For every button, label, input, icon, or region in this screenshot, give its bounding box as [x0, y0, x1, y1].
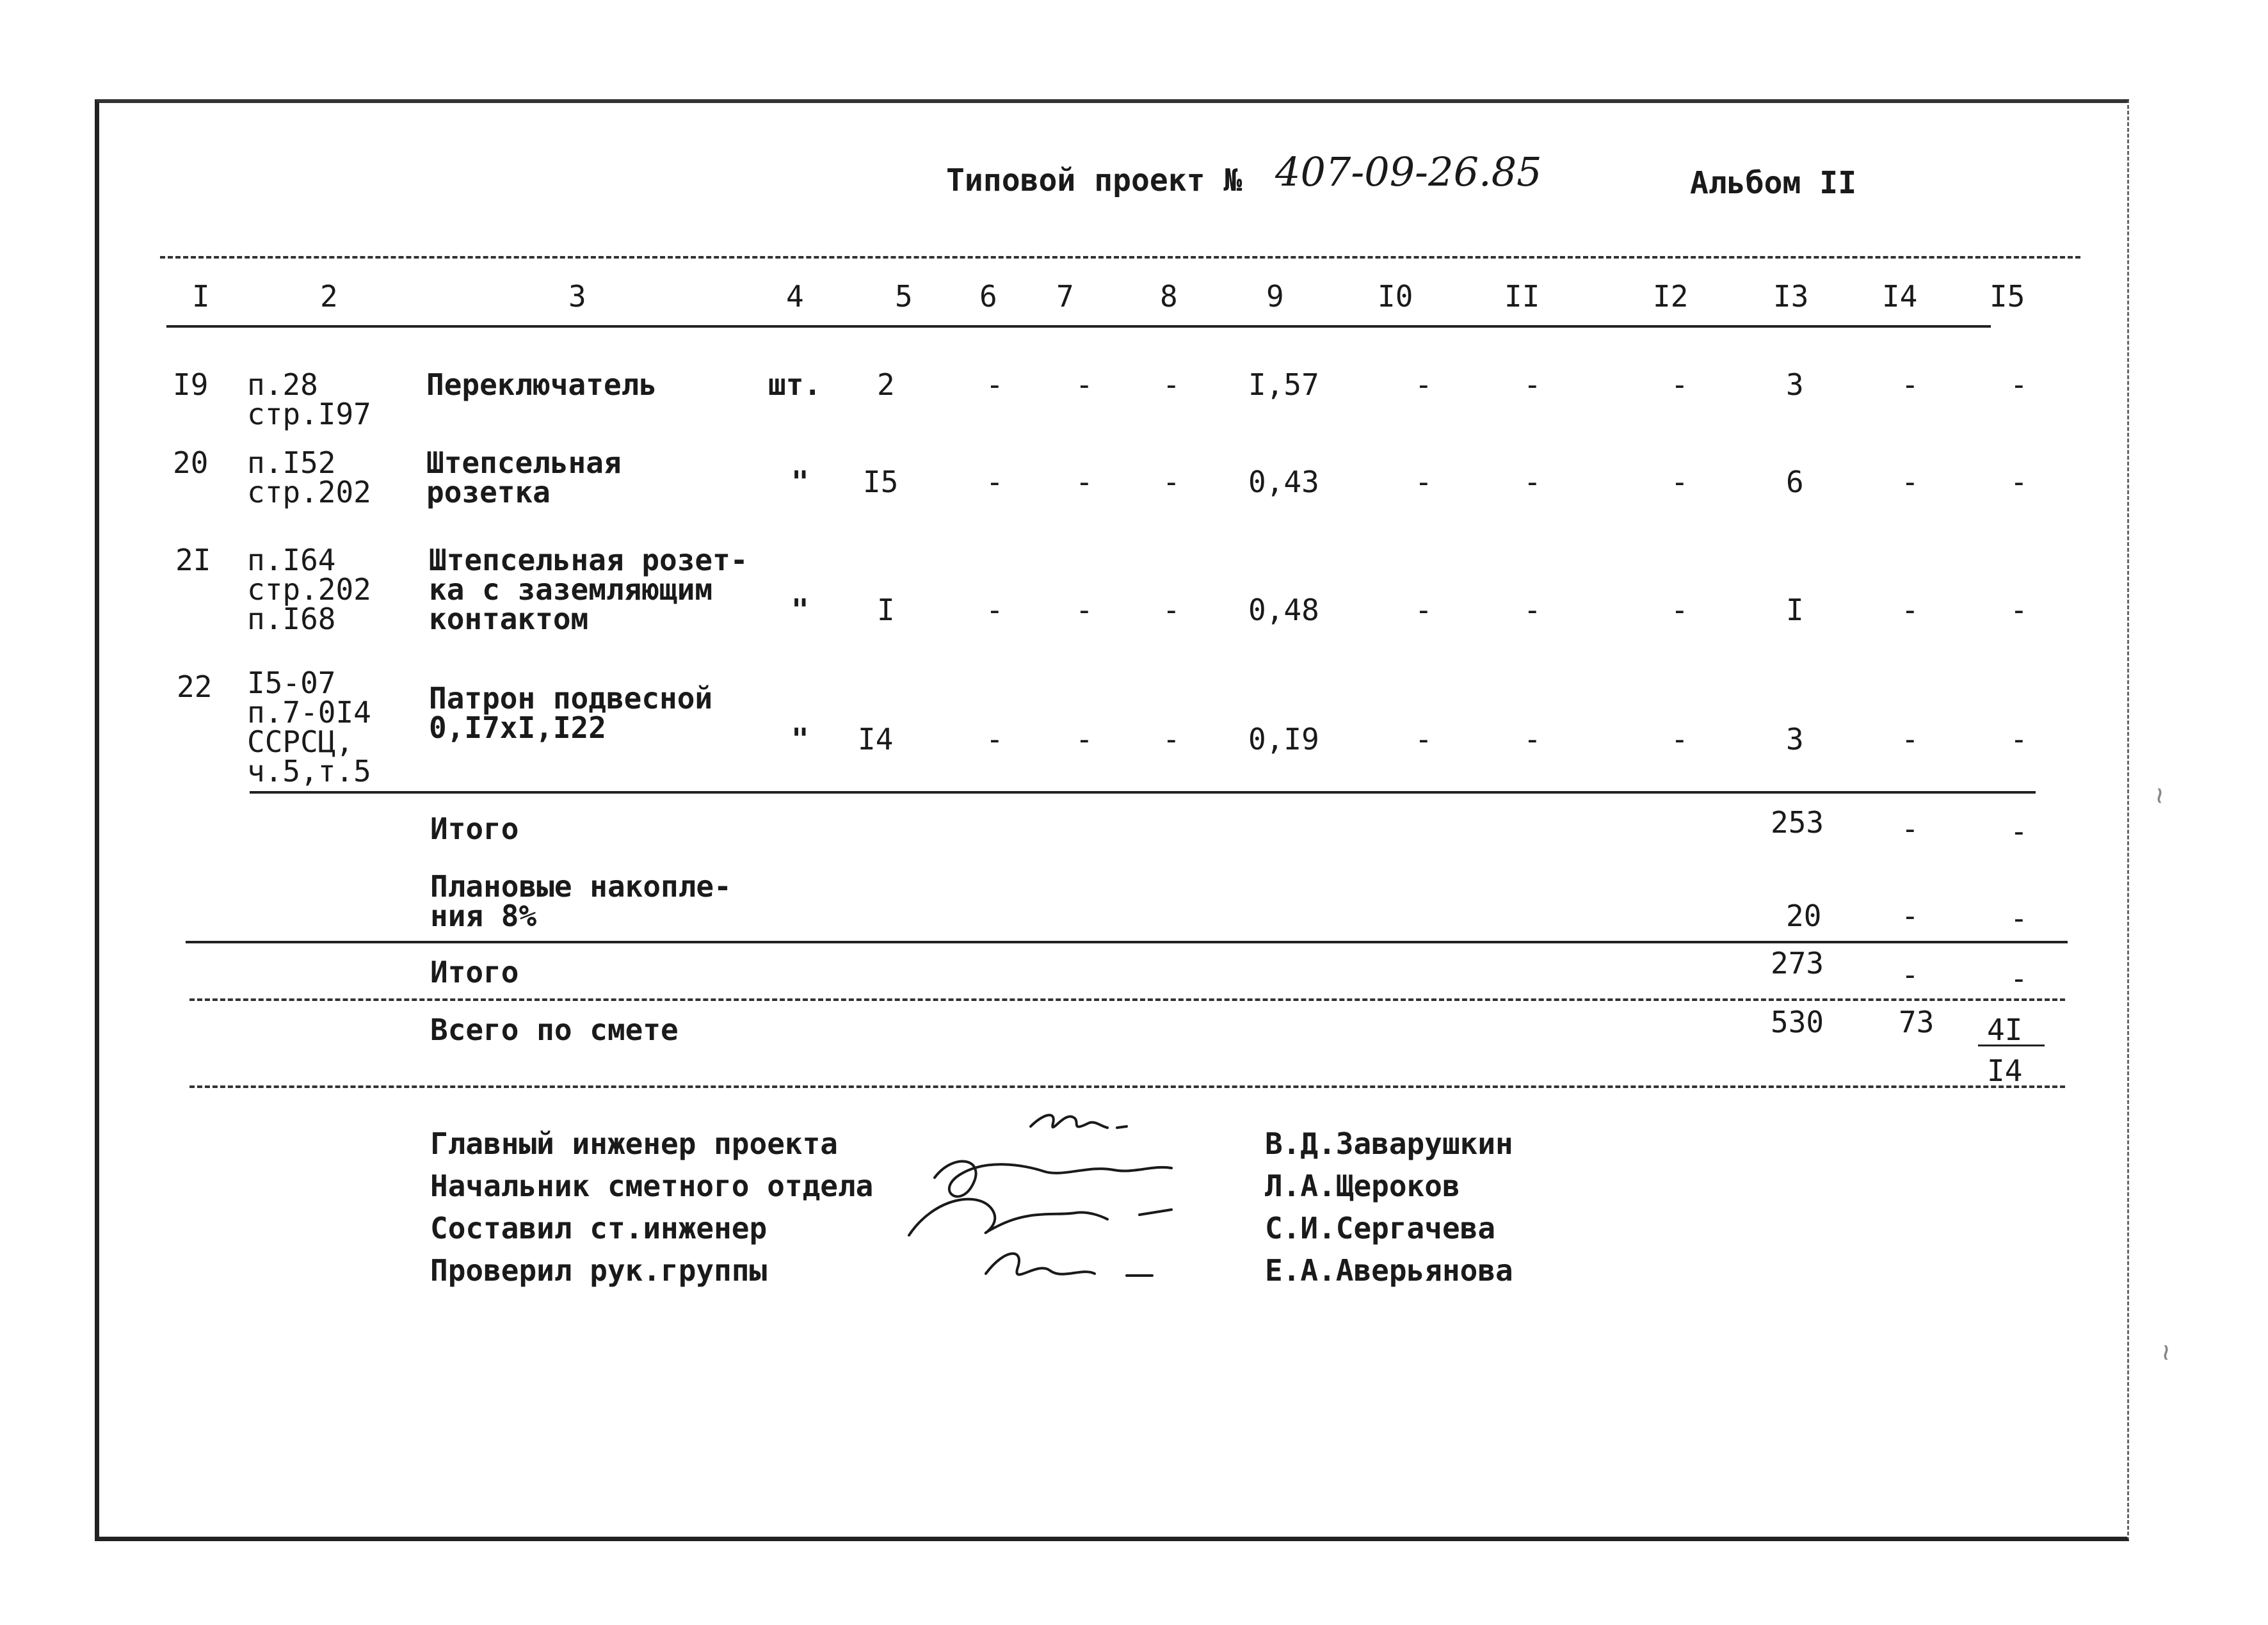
grand-total-c15-bottom: I4 — [1987, 1053, 2023, 1088]
row-c11: - — [1524, 722, 1541, 756]
header-top-rule — [160, 256, 2080, 259]
signatory-role: Составил ст.инженер — [430, 1211, 768, 1245]
row-c11: - — [1524, 465, 1541, 499]
total-label: Итого — [430, 955, 519, 989]
row-number: 22 — [177, 669, 213, 704]
row-c10: - — [1415, 465, 1433, 499]
col-header-10: I0 — [1378, 279, 1413, 314]
row-qty: I4 — [858, 722, 894, 756]
col-header-1: I — [192, 279, 210, 314]
row-c9: 0,I9 — [1248, 722, 1319, 756]
row-c15: - — [2010, 465, 2028, 499]
row-c7: - — [1075, 593, 1093, 627]
subtotal-rule — [186, 941, 2068, 943]
total-c13: 253 — [1771, 805, 1824, 840]
row-c7: - — [1075, 722, 1093, 756]
row-c14: - — [1901, 465, 1919, 499]
row-c6: - — [986, 593, 1004, 627]
row-c13: 3 — [1786, 367, 1804, 402]
rows-end-rule — [250, 791, 2036, 794]
col-header-11: II — [1504, 279, 1540, 314]
total-c15: - — [2010, 901, 2028, 936]
row-c13: 3 — [1786, 722, 1804, 756]
row-name: Штепсельная розет- ка с заземляющим контактом — [429, 543, 748, 636]
row-c8: - — [1162, 593, 1180, 627]
row-c10: - — [1415, 722, 1433, 756]
handwritten-signatures-icon — [896, 1088, 1229, 1306]
total-c13: 20 — [1786, 899, 1822, 933]
col-header-9: 9 — [1266, 279, 1284, 314]
row-reference: п.I52 стр.202 — [247, 445, 371, 509]
col-header-13: I3 — [1773, 279, 1809, 314]
total-c14: - — [1901, 812, 1919, 846]
grand-total-label: Всего по смете — [430, 1013, 679, 1047]
row-c13: I — [1786, 593, 1804, 627]
total-c13: 273 — [1771, 946, 1824, 981]
row-c13: 6 — [1786, 465, 1804, 499]
row-c12: - — [1671, 465, 1689, 499]
row-number: 2I — [175, 543, 211, 577]
row-c15: - — [2010, 367, 2028, 402]
row-qty: I — [877, 593, 895, 627]
row-c12: - — [1671, 367, 1689, 402]
col-header-15: I5 — [1990, 279, 2025, 314]
col-header-2: 2 — [320, 279, 338, 314]
row-reference: п.I64 стр.202 п.I68 — [247, 543, 371, 636]
album-label: Альбом II — [1690, 165, 1857, 201]
col-header-8: 8 — [1160, 279, 1178, 314]
row-c7: - — [1075, 367, 1093, 402]
row-c9: I,57 — [1248, 367, 1319, 402]
row-qty: 2 — [877, 367, 895, 402]
row-c10: - — [1415, 593, 1433, 627]
row-c9: 0,43 — [1248, 465, 1319, 499]
grand-total-c15-top: 4I — [1987, 1013, 2023, 1047]
signatory-name: С.И.Сергачева — [1265, 1211, 1496, 1245]
col-header-6: 6 — [979, 279, 997, 314]
row-reference: п.28 стр.I97 — [247, 367, 371, 431]
margin-mark-icon: ~ — [2144, 787, 2176, 804]
signatory-role: Проверил рук.группы — [430, 1253, 768, 1288]
row-c10: - — [1415, 367, 1433, 402]
margin-mark-icon: ~ — [2150, 1344, 2183, 1361]
row-c14: - — [1901, 593, 1919, 627]
signatory-name: В.Д.Заварушкин — [1265, 1126, 1513, 1161]
signatory-role: Главный инженер проекта — [430, 1126, 838, 1161]
row-c6: - — [986, 367, 1004, 402]
signatory-role: Начальник сметного отдела — [430, 1169, 874, 1203]
row-reference: I5-07 п.7-0I4 ССРСЦ, ч.5,т.5 — [247, 666, 371, 788]
col-header-5: 5 — [895, 279, 913, 314]
row-number: I9 — [173, 367, 209, 402]
signatory-name: Л.А.Щероков — [1265, 1169, 1460, 1203]
total-c15: - — [2010, 814, 2028, 849]
row-c6: - — [986, 465, 1004, 499]
row-c15: - — [2010, 722, 2028, 756]
row-c14: - — [1901, 367, 1919, 402]
row-c11: - — [1524, 367, 1541, 402]
row-unit: " — [791, 465, 809, 499]
fraction-bar — [1978, 1045, 2045, 1046]
total-c14: - — [1901, 899, 1919, 933]
row-c8: - — [1162, 465, 1180, 499]
col-header-12: I2 — [1653, 279, 1689, 314]
signatory-name: Е.А.Аверьянова — [1265, 1253, 1513, 1288]
project-label: Типовой проект № — [946, 163, 1243, 198]
row-c8: - — [1162, 722, 1180, 756]
row-c15: - — [2010, 593, 2028, 627]
row-c7: - — [1075, 465, 1093, 499]
row-number: 20 — [173, 445, 209, 480]
row-unit: " — [791, 593, 809, 627]
header-bottom-rule — [166, 325, 1991, 328]
total-c14: - — [1901, 957, 1919, 992]
project-number: 407-09-26.85 — [1275, 148, 1542, 195]
row-c12: - — [1671, 722, 1689, 756]
row-c14: - — [1901, 722, 1919, 756]
col-header-14: I4 — [1882, 279, 1918, 314]
row-c9: 0,48 — [1248, 593, 1319, 627]
col-header-4: 4 — [786, 279, 804, 314]
col-header-3: 3 — [568, 279, 586, 314]
row-name: Переключатель — [426, 367, 657, 402]
total-rule — [189, 998, 2065, 1001]
total-label: Итого — [430, 812, 519, 846]
row-name: Штепсельная розетка — [426, 445, 622, 509]
row-name: Патрон подвесной 0,I7xI,I22 — [429, 681, 713, 745]
page-frame — [95, 99, 2129, 1541]
row-c11: - — [1524, 593, 1541, 627]
grand-total-c14: 73 — [1899, 1005, 1934, 1039]
row-unit: шт. — [768, 367, 822, 402]
row-c8: - — [1162, 367, 1180, 402]
col-header-7: 7 — [1056, 279, 1074, 314]
row-unit: " — [791, 722, 809, 756]
total-c15: - — [2010, 961, 2028, 996]
row-qty: I5 — [863, 465, 899, 499]
row-c12: - — [1671, 593, 1689, 627]
total-label: Плановые накопле- ния 8% — [430, 869, 732, 933]
row-c6: - — [986, 722, 1004, 756]
grand-total-c13: 530 — [1771, 1005, 1824, 1039]
